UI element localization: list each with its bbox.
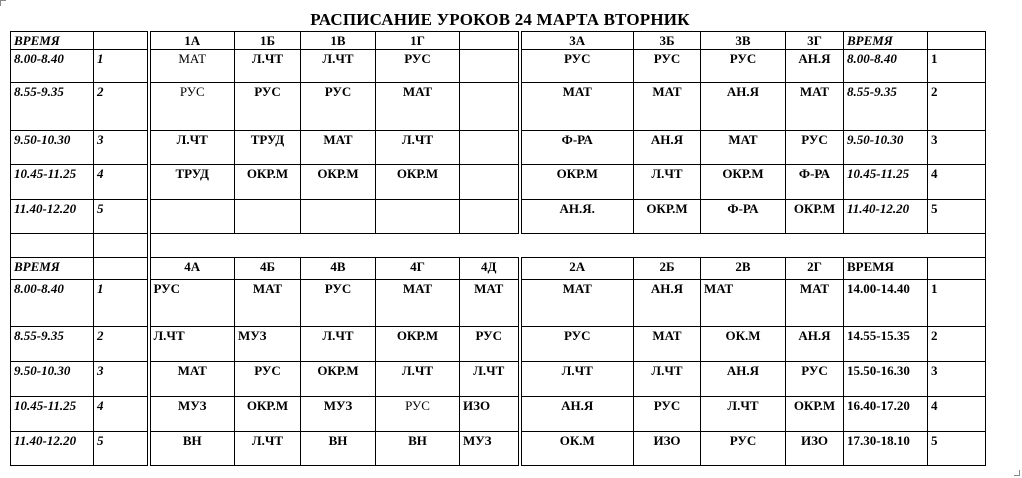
table-cell: 5 xyxy=(928,200,986,234)
table-cell: 2 xyxy=(94,83,149,131)
header-cell: 4Д xyxy=(460,258,520,280)
table-cell: 3 xyxy=(94,362,149,397)
table-cell: 14.55-15.35 xyxy=(844,327,928,362)
table-cell: 10.45-11.25 xyxy=(11,165,94,200)
header-cell: 3В xyxy=(701,32,786,50)
spacer-cell xyxy=(149,234,986,258)
table-cell: МАТ xyxy=(301,131,376,165)
table-cell: АН.Я xyxy=(786,50,844,83)
table-cell: ОКР.М xyxy=(786,397,844,432)
header-cell: ВРЕМЯ xyxy=(11,258,94,280)
table-cell: РУС xyxy=(701,432,786,466)
table-row xyxy=(11,131,986,165)
table-row xyxy=(11,327,986,362)
table-cell: МАТ xyxy=(701,131,786,165)
table-cell: АН.Я xyxy=(634,131,701,165)
table-cell: ОКР.М xyxy=(235,165,301,200)
table-cell: РУС xyxy=(701,50,786,83)
table-cell: АН.Я xyxy=(701,83,786,131)
header-cell: 4Б xyxy=(235,258,301,280)
table-cell: МАТ xyxy=(235,280,301,327)
table-cell: 4 xyxy=(928,165,986,200)
table-cell: Ф-РА xyxy=(520,131,634,165)
table-cell: ОКР.М xyxy=(301,362,376,397)
table-cell: АН.Я xyxy=(701,362,786,397)
table-cell: ВН xyxy=(376,432,460,466)
header-cell: 1В xyxy=(301,32,376,50)
table-cell: 1 xyxy=(94,50,149,83)
header-cell xyxy=(94,32,149,50)
table-cell: 1 xyxy=(928,280,986,327)
table-cell: ВН xyxy=(149,432,235,466)
schedule-table xyxy=(10,31,986,466)
header-cell: 3А xyxy=(520,32,634,50)
table-cell: 2 xyxy=(928,83,986,131)
table-cell: 8.00-8.40 xyxy=(11,280,94,327)
table-cell: 8.00-8.40 xyxy=(11,50,94,83)
header-cell: 2В xyxy=(701,258,786,280)
table-cell: ОКР.М xyxy=(301,165,376,200)
table-cell: Л.ЧТ xyxy=(149,327,235,362)
table-cell: 4 xyxy=(928,397,986,432)
table-cell: РУС xyxy=(634,50,701,83)
table-cell: ИЗО xyxy=(460,397,520,432)
table-cell: ОК.М xyxy=(701,327,786,362)
table-cell: 3 xyxy=(928,362,986,397)
table-cell: АН.Я xyxy=(634,280,701,327)
table-cell: Ф-РА xyxy=(786,165,844,200)
table-cell: Л.ЧТ xyxy=(235,432,301,466)
table-cell: ВН xyxy=(301,432,376,466)
table-cell: РУС xyxy=(301,280,376,327)
table-cell: РУС xyxy=(786,131,844,165)
table-cell: МАТ xyxy=(786,280,844,327)
table-cell: РУС xyxy=(235,83,301,131)
table-cell: МАТ xyxy=(634,83,701,131)
table-cell: Л.ЧТ xyxy=(520,362,634,397)
table-row xyxy=(11,397,986,432)
header-cell: 1Г xyxy=(376,32,460,50)
table-cell: ИЗО xyxy=(786,432,844,466)
table-cell: АН.Я. xyxy=(520,200,634,234)
table-cell: 3 xyxy=(94,131,149,165)
header-cell: 1А xyxy=(149,32,235,50)
table-cell xyxy=(149,200,235,234)
table-cell: Л.ЧТ xyxy=(376,131,460,165)
table-cell: 2 xyxy=(94,327,149,362)
header-cell: ВРЕМЯ xyxy=(844,32,928,50)
table-cell: 8.55-9.35 xyxy=(11,327,94,362)
header-cell: 2А xyxy=(520,258,634,280)
table-cell: 9.50-10.30 xyxy=(11,362,94,397)
table-cell: 10.45-11.25 xyxy=(844,165,928,200)
table-cell: ОКР.М xyxy=(376,327,460,362)
table-cell: 4 xyxy=(94,397,149,432)
table-cell: РУС xyxy=(634,397,701,432)
table-cell: МАТ xyxy=(460,280,520,327)
header-cell: 3Б xyxy=(634,32,701,50)
table-cell xyxy=(460,50,520,83)
table-cell xyxy=(460,200,520,234)
table-cell: МАТ xyxy=(376,83,460,131)
header-cell: 4Г xyxy=(376,258,460,280)
table-cell: 5 xyxy=(928,432,986,466)
table-row xyxy=(11,432,986,466)
table-cell: 8.00-8.40 xyxy=(844,50,928,83)
table-cell: РУС xyxy=(149,280,235,327)
table-cell: Л.ЧТ xyxy=(301,327,376,362)
table-cell: 5 xyxy=(94,200,149,234)
table-row xyxy=(11,362,986,397)
table-cell: МАТ xyxy=(520,83,634,131)
header-cell: 2Г xyxy=(786,258,844,280)
table-cell: МАТ xyxy=(149,50,235,83)
table-cell xyxy=(301,200,376,234)
table-cell: МУЗ xyxy=(235,327,301,362)
table-cell: 3 xyxy=(928,131,986,165)
table-cell: МАТ xyxy=(786,83,844,131)
table-cell: 11.40-12.20 xyxy=(844,200,928,234)
table-cell: РУС xyxy=(520,327,634,362)
table-cell: РУС xyxy=(786,362,844,397)
page-corner-mark xyxy=(1014,470,1020,476)
table-cell xyxy=(460,83,520,131)
table-row xyxy=(11,280,986,327)
table-cell: 16.40-17.20 xyxy=(844,397,928,432)
header-cell xyxy=(928,32,986,50)
table-cell: ТРУД xyxy=(235,131,301,165)
table-cell xyxy=(460,165,520,200)
table-cell: 1 xyxy=(928,50,986,83)
spacer-cell xyxy=(11,234,94,258)
table-cell: ТРУД xyxy=(149,165,235,200)
header-row xyxy=(11,258,986,280)
table-cell: 9.50-10.30 xyxy=(11,131,94,165)
table-cell: Л.ЧТ xyxy=(460,362,520,397)
table-cell: 1 xyxy=(94,280,149,327)
table-cell: АН.Я xyxy=(520,397,634,432)
table-cell xyxy=(376,200,460,234)
table-cell: МУЗ xyxy=(301,397,376,432)
table-cell: 4 xyxy=(94,165,149,200)
table-cell: 10.45-11.25 xyxy=(11,397,94,432)
table-cell: РУС xyxy=(520,50,634,83)
table-cell: МАТ xyxy=(634,327,701,362)
table-cell: 11.40-12.20 xyxy=(11,432,94,466)
table-cell: АН.Я xyxy=(786,327,844,362)
table-cell: 5 xyxy=(94,432,149,466)
table-cell: 8.55-9.35 xyxy=(844,83,928,131)
table-cell: Ф-РА xyxy=(701,200,786,234)
table-cell: МАТ xyxy=(520,280,634,327)
table-cell: МУЗ xyxy=(149,397,235,432)
header-cell: ВРЕМЯ xyxy=(844,258,928,280)
page-title: РАСПИСАНИЕ УРОКОВ 24 МАРТА ВТОРНИК xyxy=(310,10,690,29)
page-corner-mark xyxy=(0,0,6,6)
table-cell: ОК.М xyxy=(520,432,634,466)
table-cell: ОКР.М xyxy=(376,165,460,200)
table-cell: МУЗ xyxy=(460,432,520,466)
header-cell: 4А xyxy=(149,258,235,280)
table-cell: РУС xyxy=(149,83,235,131)
header-cell xyxy=(94,258,149,280)
table-row xyxy=(11,83,986,131)
table-cell: ОКР.М xyxy=(520,165,634,200)
table-cell: МАТ xyxy=(149,362,235,397)
table-cell: МАТ xyxy=(376,280,460,327)
spacer-cell xyxy=(94,234,149,258)
table-cell: Л.ЧТ xyxy=(301,50,376,83)
table-cell xyxy=(460,131,520,165)
table-row xyxy=(11,200,986,234)
table-cell: ОКР.М xyxy=(634,200,701,234)
table-cell: 8.55-9.35 xyxy=(11,83,94,131)
table-cell: Л.ЧТ xyxy=(235,50,301,83)
table-cell: Л.ЧТ xyxy=(701,397,786,432)
table-row xyxy=(11,165,986,200)
table-cell: РУС xyxy=(460,327,520,362)
table-cell: 17.30-18.10 xyxy=(844,432,928,466)
table-cell: Л.ЧТ xyxy=(634,165,701,200)
table-cell: 15.50-16.30 xyxy=(844,362,928,397)
header-cell: 3Г xyxy=(786,32,844,50)
header-cell xyxy=(460,32,520,50)
table-cell: Л.ЧТ xyxy=(634,362,701,397)
table-cell: РУС xyxy=(235,362,301,397)
table-row xyxy=(11,50,986,83)
table-cell: РУС xyxy=(376,50,460,83)
header-cell: 4В xyxy=(301,258,376,280)
table-cell: РУС xyxy=(376,397,460,432)
table-cell: МАТ xyxy=(701,280,786,327)
header-cell xyxy=(928,258,986,280)
table-cell: 9.50-10.30 xyxy=(844,131,928,165)
table-cell: ОКР.М xyxy=(786,200,844,234)
table-cell: РУС xyxy=(301,83,376,131)
table-cell: ОКР.М xyxy=(235,397,301,432)
table-cell xyxy=(235,200,301,234)
table-cell: 14.00-14.40 xyxy=(844,280,928,327)
table-cell: ОКР.М xyxy=(701,165,786,200)
header-cell: 2Б xyxy=(634,258,701,280)
table-cell: 11.40-12.20 xyxy=(11,200,94,234)
header-cell: 1Б xyxy=(235,32,301,50)
table-cell: 2 xyxy=(928,327,986,362)
table-cell: Л.ЧТ xyxy=(149,131,235,165)
table-cell: ИЗО xyxy=(634,432,701,466)
header-row xyxy=(11,32,986,50)
table-cell: Л.ЧТ xyxy=(376,362,460,397)
header-cell: ВРЕМЯ xyxy=(11,32,94,50)
spacer-row xyxy=(11,234,986,258)
